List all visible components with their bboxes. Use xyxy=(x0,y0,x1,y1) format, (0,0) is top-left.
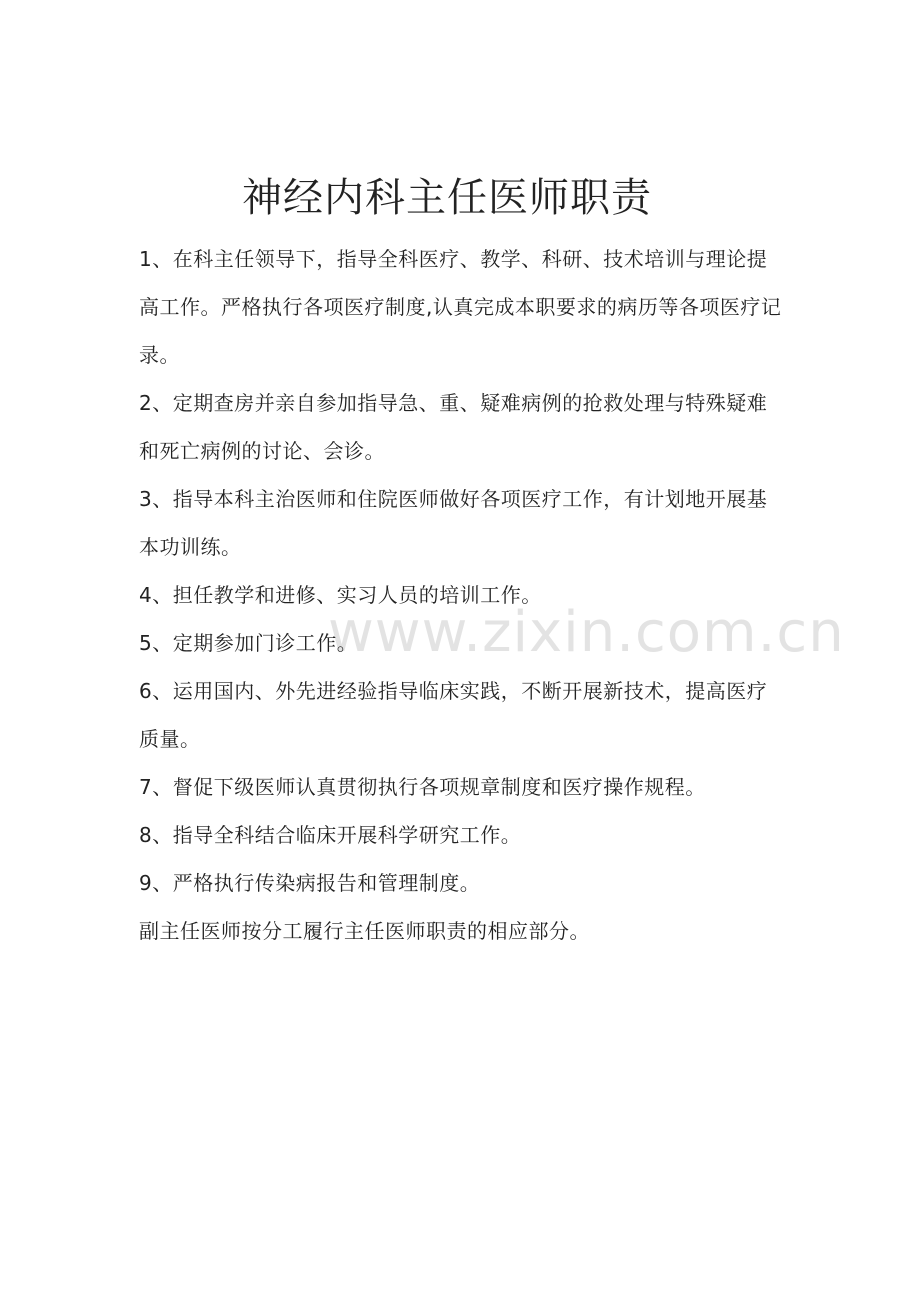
duty-item-5: 5、定期参加门诊工作。 xyxy=(139,631,358,655)
closing-note: 副主任医师按分工履行主任医师职责的相应部分。 xyxy=(139,919,590,943)
duty-item-3: 3、指导本科主治医师和住院医师做好各项医疗工作，有计划地开展基本功训练。 xyxy=(139,487,768,559)
duty-item-1: 1、在科主任领导下，指导全科医疗、教学、科研、技术培训与理论提高工作。严格执行各项医疗制度,认真完成本职要求的病历等各项医疗记录。 xyxy=(139,247,782,367)
watermark: www.zixin.com.cn xyxy=(328,600,845,665)
duty-item-8: 8、指导全科结合临床开展科学研究工作。 xyxy=(139,823,522,847)
duty-item-6: 6、运用国内、外先进经验指导临床实践，不断开展新技术，提高医疗质量。 xyxy=(139,679,768,751)
duty-item-4: 4、担任教学和进修、实习人员的培训工作。 xyxy=(139,583,542,607)
duty-item-2: 2、定期查房并亲自参加指导急、重、疑难病例的抢救处理与特殊疑难和死亡病例的讨论、会诊。 xyxy=(139,391,768,463)
document-title: 神经内科主任医师职责 xyxy=(242,175,652,221)
document-body xyxy=(139,235,784,955)
duty-item-9: 9、严格执行传染病报告和管理制度。 xyxy=(139,871,481,895)
duty-item-7: 7、督促下级医师认真贯彻执行各项规章制度和医疗操作规程。 xyxy=(139,775,706,799)
